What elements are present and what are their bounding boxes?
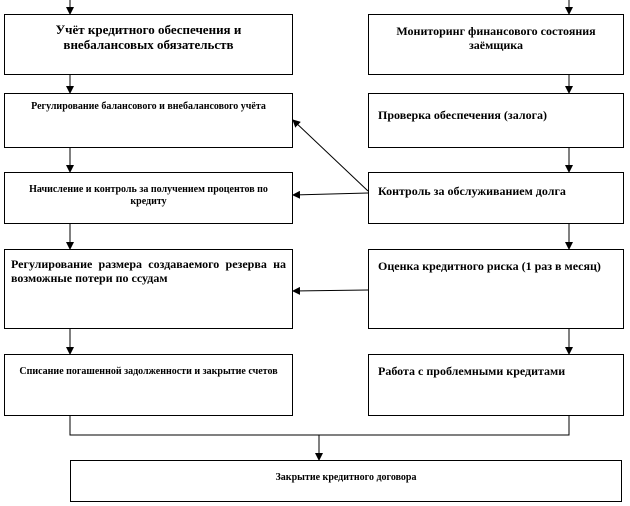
left-box-1: Учёт кредитного обеспечения и внебалансовых обязательств bbox=[4, 14, 293, 75]
arrow-risk-to-reserve bbox=[293, 290, 368, 291]
left-box-4: Регулирование размера создаваемого резерва на возможные потери по ссудам bbox=[4, 249, 293, 329]
arrow-control-to-accounting bbox=[293, 120, 368, 191]
left-box-5: Списание погашенной задолженности и закрытие счетов bbox=[4, 354, 293, 416]
arrow-control-to-interest bbox=[293, 193, 368, 195]
right-box-1: Мониторинг финансового состояния заёмщика bbox=[368, 14, 624, 75]
final-box: Закрытие кредитного договора bbox=[70, 460, 622, 502]
right-box-4: Оценка кредитного риска (1 раз в месяц) bbox=[368, 249, 624, 329]
left-box-3: Начисление и контроль за получением процентов по кредиту bbox=[4, 172, 293, 224]
left-box-2: Регулирование балансового и внебалансового учёта bbox=[4, 93, 293, 148]
right-box-5: Работа с проблемными кредитами bbox=[368, 354, 624, 416]
merge-connector bbox=[70, 416, 569, 435]
right-box-3: Контроль за обслуживанием долга bbox=[368, 172, 624, 224]
right-box-2: Проверка обеспечения (залога) bbox=[368, 93, 624, 148]
